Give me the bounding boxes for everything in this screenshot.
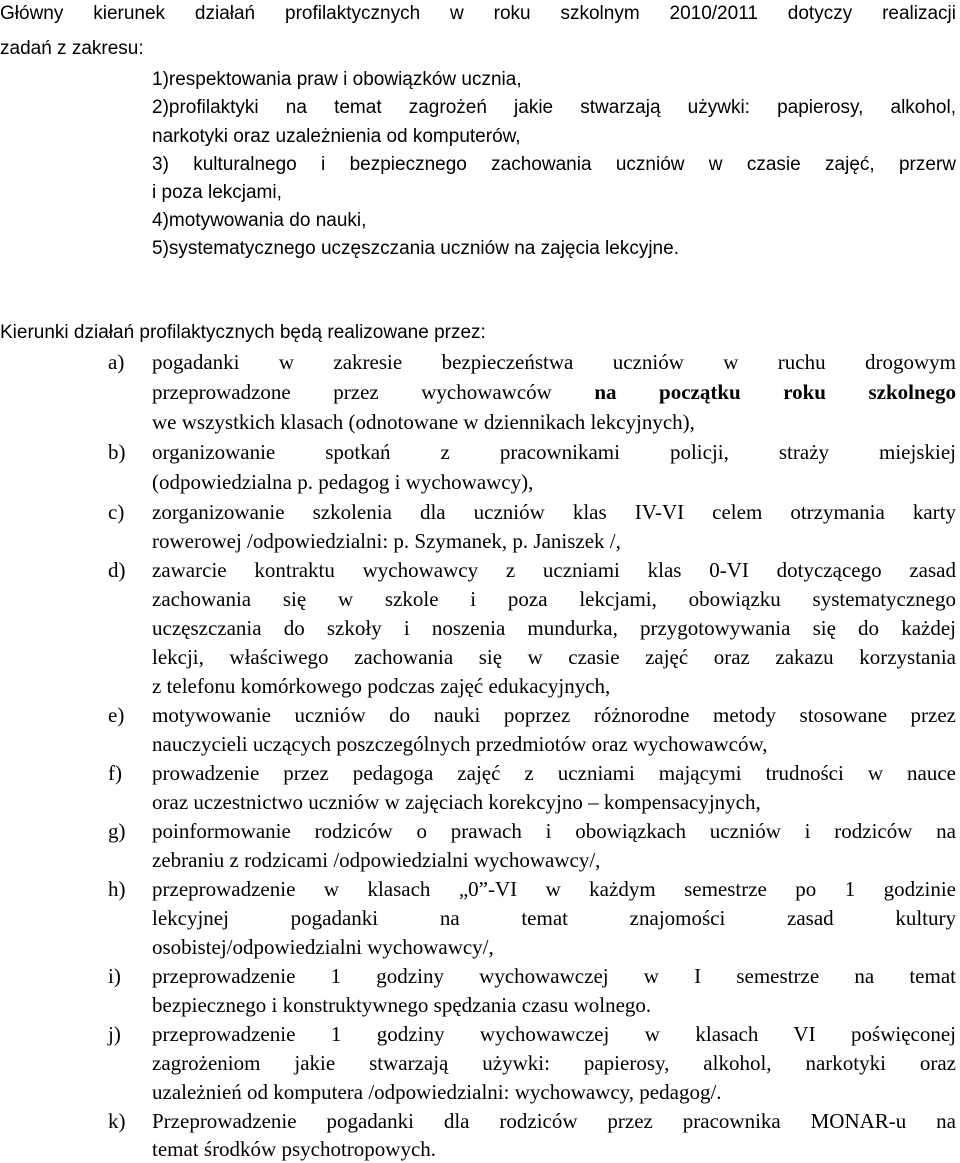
list-item-b-line-1: organizowanie spotkań z pracownikami policji, straży miejskiej: [152, 440, 956, 464]
list-item-a-plain-text: przeprowadzone przez wychowawców: [152, 380, 552, 404]
list-item-e-line-2: nauczycieli uczących poszczególnych przedmiotów oraz wychowawców,: [152, 732, 768, 756]
intro-item-3-cont: i poza lekcjami,: [152, 182, 282, 203]
list-item-a-line-2: [152, 380, 956, 405]
list-item-d-line-5: z telefonu komórkowego podczas zajęć edukacyjnych,: [152, 674, 611, 698]
intro-item-3: 3) kulturalnego i bezpiecznego zachowania uczniów w czasie zajęć, przerw: [152, 154, 956, 175]
list-item-e-line-1: motywowanie uczniów do nauki poprzez różnorodne metody stosowane przez: [152, 703, 956, 727]
intro-line-2: zadań z zakresu:: [0, 38, 144, 59]
list-marker-c: c): [108, 500, 125, 524]
intro-item-2-cont: narkotyki oraz uzależnienia od komputerów,: [152, 126, 521, 147]
intro-item-1: 1)respektowania praw i obowiązków ucznia,: [152, 69, 522, 90]
list-item-i-line-2: bezpiecznego i konstruktywnego spędzania czasu wolnego.: [152, 993, 652, 1017]
list-marker-b: b): [108, 440, 126, 464]
list-item-a-bold-text: na początku roku szkolnego: [594, 380, 956, 404]
list-item-j-line-1: przeprowadzenie 1 godziny wychowawczej w klasach VI poświęconej: [152, 1022, 956, 1046]
list-item-h-line-2: lekcyjnej pogadanki na temat znajomości zasad kultury: [152, 906, 956, 930]
intro-item-4: 4)motywowania do nauki,: [152, 210, 367, 231]
list-item-k-line-1: Przeprowadzenie pogadanki dla rodziców przez pracownika MONAR-u na: [152, 1109, 956, 1133]
list-item-d-line-3: uczęszczania do szkoły i noszenia mundurka, przygotowywania się do każdej: [152, 616, 956, 640]
list-item-c-line-1: zorganizowanie szkolenia dla uczniów klas IV-VI celem otrzymania karty: [152, 500, 956, 524]
list-marker-k: k): [108, 1109, 126, 1133]
list-marker-h: h): [108, 877, 126, 901]
list-item-k-line-2: temat środków psychotropowych.: [152, 1137, 437, 1161]
list-marker-g: g): [108, 819, 126, 843]
list-marker-a: a): [108, 350, 125, 374]
intro-line-1: Główny kierunek działań profilaktycznych w roku szkolnym 2010/2011 dotyczy realizacji: [0, 3, 956, 24]
list-marker-e: e): [108, 703, 125, 727]
list-marker-f: f): [108, 761, 122, 785]
list-item-b-line-2: (odpowiedzialna p. pedagog i wychowawcy),: [152, 470, 534, 494]
list-item-d-line-4: lekcji, właściwego zachowania się w czasie zajęć oraz zakazu korzystania: [152, 645, 956, 669]
intro-item-5: 5)systematycznego uczęszczania uczniów na zajęcia lekcyjne.: [152, 238, 679, 259]
list-marker-j: j): [108, 1022, 121, 1046]
section-heading: Kierunki działań profilaktycznych będą realizowane przez:: [0, 322, 486, 343]
list-item-a-line-3: we wszystkich klasach (odnotowane w dziennikach lekcyjnych),: [152, 410, 695, 434]
list-item-j-line-3: uzależnień od komputera /odpowiedzialni: wychowawcy, pedagog/.: [152, 1080, 722, 1104]
list-item-g-line-1: poinformowanie rodziców o prawach i obowiązkach uczniów i rodziców na: [152, 819, 956, 843]
list-item-d-line-1: zawarcie kontraktu wychowawcy z uczniami klas 0-VI dotyczącego zasad: [152, 558, 956, 582]
list-item-d-line-2: zachowania się w szkole i poza lekcjami, obowiązku systematycznego: [152, 587, 956, 611]
list-marker-i: i): [108, 964, 121, 988]
list-item-h-line-1: przeprowadzenie w klasach „0”-VI w każdym semestrze po 1 godzinie: [152, 877, 956, 901]
list-item-f-line-1: prowadzenie przez pedagoga zajęć z uczniami mającymi trudności w nauce: [152, 761, 956, 785]
intro-item-2: 2)profilaktyki na temat zagrożeń jakie stwarzają używki: papierosy, alkohol,: [152, 97, 956, 118]
list-item-h-line-3: osobistej/odpowiedzialni wychowawcy/,: [152, 935, 494, 959]
list-item-j-line-2: zagrożeniom jakie stwarzają używki: papierosy, alkohol, narkotyki oraz: [152, 1051, 956, 1075]
list-item-a-line-1: pogadanki w zakresie bezpieczeństwa uczniów w ruchu drogowym: [152, 350, 956, 374]
list-item-f-line-2: oraz uczestnictwo uczniów w zajęciach korekcyjno – kompensacyjnych,: [152, 790, 761, 814]
list-item-g-line-2: zebraniu z rodzicami /odpowiedzialni wychowawcy/,: [152, 848, 601, 872]
list-item-c-line-2: rowerowej /odpowiedzialni: p. Szymanek, p. Janiszek /,: [152, 529, 621, 553]
list-marker-d: d): [108, 558, 126, 582]
list-item-i-line-1: przeprowadzenie 1 godziny wychowawczej w I semestrze na temat: [152, 964, 956, 988]
